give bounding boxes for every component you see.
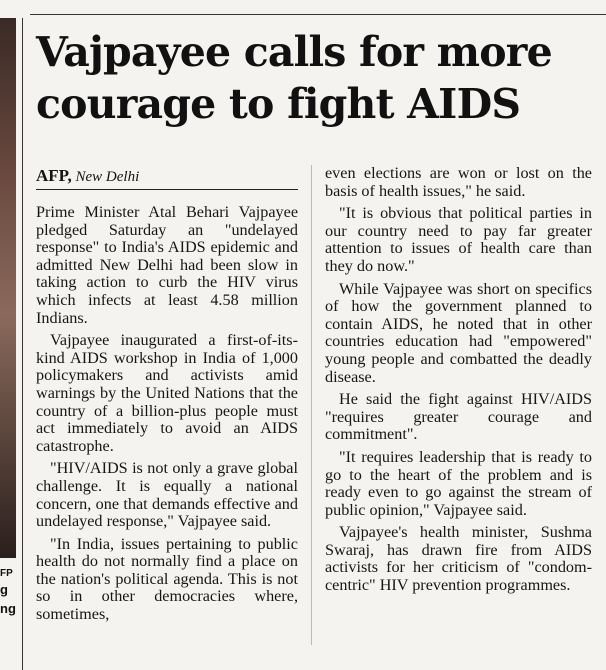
byline-place: New Delhi [75, 169, 140, 185]
paragraph: Prime Minister Atal Behari Vajpayee pledged Saturday an "undelayed response" to India's AIDS epidemic and admitted New Delhi had been slow in taking action to curb the HIV virus which infects at least 4.58 million Indians. [36, 203, 298, 327]
paragraph: "In India, issues pertaining to public health do not normally find a place on the nation's political agenda. This is not so in other democracies where, sometimes, [36, 534, 298, 624]
adjacent-caption-line: g [0, 582, 8, 597]
column-gutter [311, 165, 312, 645]
paragraph: While Vajpayee was short on specifics of how the government planned to contain AIDS, he noted that in other countries education had "empowered" young people and combatted the deadly disease. [325, 279, 592, 386]
paragraph: "HIV/AIDS is not only a grave global challenge. It is equally a national concern, one that demands effective and undelayed response," Vajpayee said. [36, 459, 298, 531]
byline-rule [36, 189, 298, 190]
paragraph: Vajpayee's health minister, Sushma Swaraj, has drawn fire from AIDS activists for her criticism of "condom-centric" HIV prevention programmes. [325, 523, 592, 595]
paragraph: Vajpayee inaugurated a first-of-its-kind AIDS workshop in India of 1,000 policymakers and activists amid warnings by the United Nations that the country of a billion-plus people must act immediately to avoid an AIDS catastrophe. [36, 331, 298, 455]
paragraph-continuation: even elections are won or lost on the basis of health issues," he said. [325, 164, 592, 200]
adjacent-caption-line: ng [0, 601, 16, 616]
article-column-1 [36, 204, 298, 629]
byline [36, 166, 298, 187]
article-column-2 [325, 165, 592, 600]
paragraph: "It is obvious that political parties in our country need to pay far greater attention to issues of health care than they do now." [325, 204, 592, 275]
headline: Vajpayee calls for more courage to fight AIDS [36, 28, 552, 128]
paragraph: He said the fight against HIV/AIDS "requires greater courage and commitment". [325, 390, 592, 444]
byline-agency: AFP, [36, 166, 72, 185]
column-divider [22, 18, 23, 670]
paragraph: "It requires leadership that is ready to go to the heart of the problem and is ready even to go against the stream of public opinion," Vajpayee said. [325, 447, 592, 519]
top-rule [30, 14, 606, 15]
adjacent-photo-credit: FP [0, 568, 13, 579]
adjacent-photo-edge [0, 18, 16, 558]
